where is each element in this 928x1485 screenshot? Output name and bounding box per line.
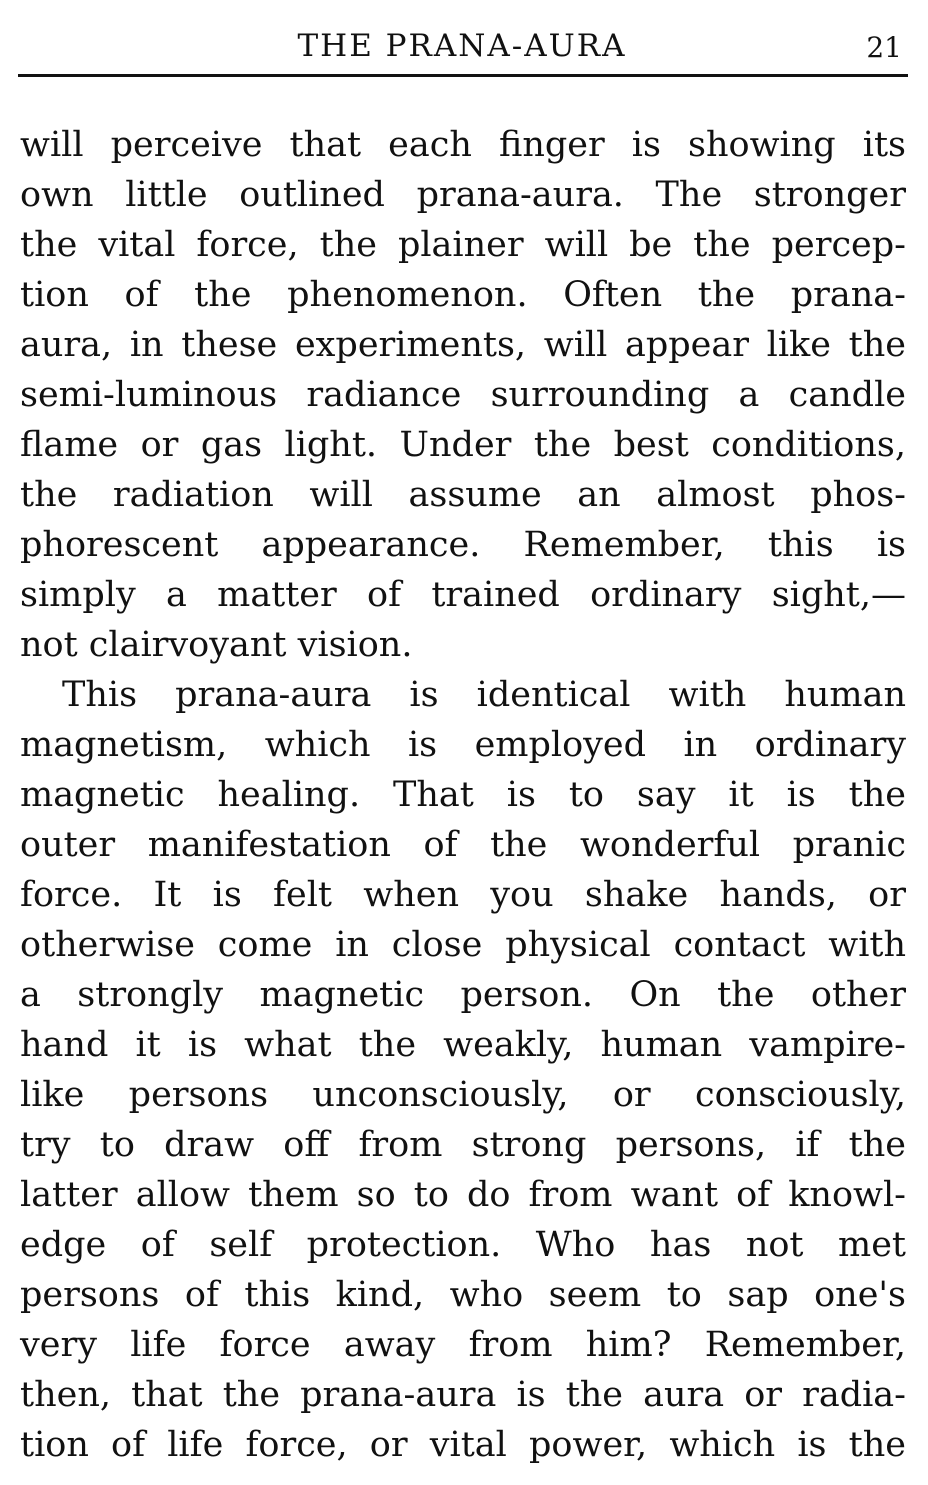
- text-line: phorescent appearance. Remember, this is: [20, 525, 906, 565]
- text-line: latter allow them so to do from want of knowl-: [20, 1175, 906, 1215]
- paragraph-first-line: This prana-aura is identical with human: [62, 675, 906, 715]
- running-title: THE PRANA-AURA: [297, 28, 627, 64]
- text-line: try to draw off from strong persons, if the: [20, 1125, 906, 1165]
- text-line: a strongly magnetic person. On the other: [20, 975, 906, 1015]
- text-line: tion of life force, or vital power, which is the: [20, 1425, 906, 1465]
- text-line: outer manifestation of the wonderful pranic: [20, 825, 906, 865]
- text-line: semi-luminous radiance surrounding a candle: [20, 375, 906, 415]
- paragraph-last-line: not clairvoyant vision.: [20, 625, 413, 665]
- text-line: aura, in these experiments, will appear like the: [20, 325, 906, 365]
- text-line: edge of self protection. Who has not met: [20, 1225, 906, 1265]
- text-line: magnetism, which is employed in ordinary: [20, 725, 906, 765]
- running-head: [18, 22, 906, 70]
- text-line: tion of the phenomenon. Often the prana-: [20, 275, 906, 315]
- header-rule: [18, 74, 908, 77]
- text-line: force. It is felt when you shake hands, or: [20, 875, 906, 915]
- text-line: the vital force, the plainer will be the percep-: [20, 225, 906, 265]
- text-line: very life force away from him? Remember,: [20, 1325, 906, 1365]
- text-line: then, that the prana-aura is the aura or radia-: [20, 1375, 906, 1415]
- text-line: like persons unconsciously, or consciously,: [20, 1075, 906, 1115]
- text-line: persons of this kind, who seem to sap one's: [20, 1275, 906, 1315]
- text-line: otherwise come in close physical contact with: [20, 925, 906, 965]
- text-line: will perceive that each finger is showing its: [20, 125, 906, 165]
- text-line: flame or gas light. Under the best conditions,: [20, 425, 906, 465]
- text-line: magnetic healing. That is to say it is the: [20, 775, 906, 815]
- text-line: own little outlined prana-aura. The stronger: [20, 175, 906, 215]
- text-line: simply a matter of trained ordinary sight,—: [20, 575, 906, 615]
- page-number: 21: [866, 31, 902, 64]
- text-line: hand it is what the weakly, human vampire-: [20, 1025, 906, 1065]
- text-line: the radiation will assume an almost phos-: [20, 475, 906, 515]
- body-text: [20, 120, 906, 1470]
